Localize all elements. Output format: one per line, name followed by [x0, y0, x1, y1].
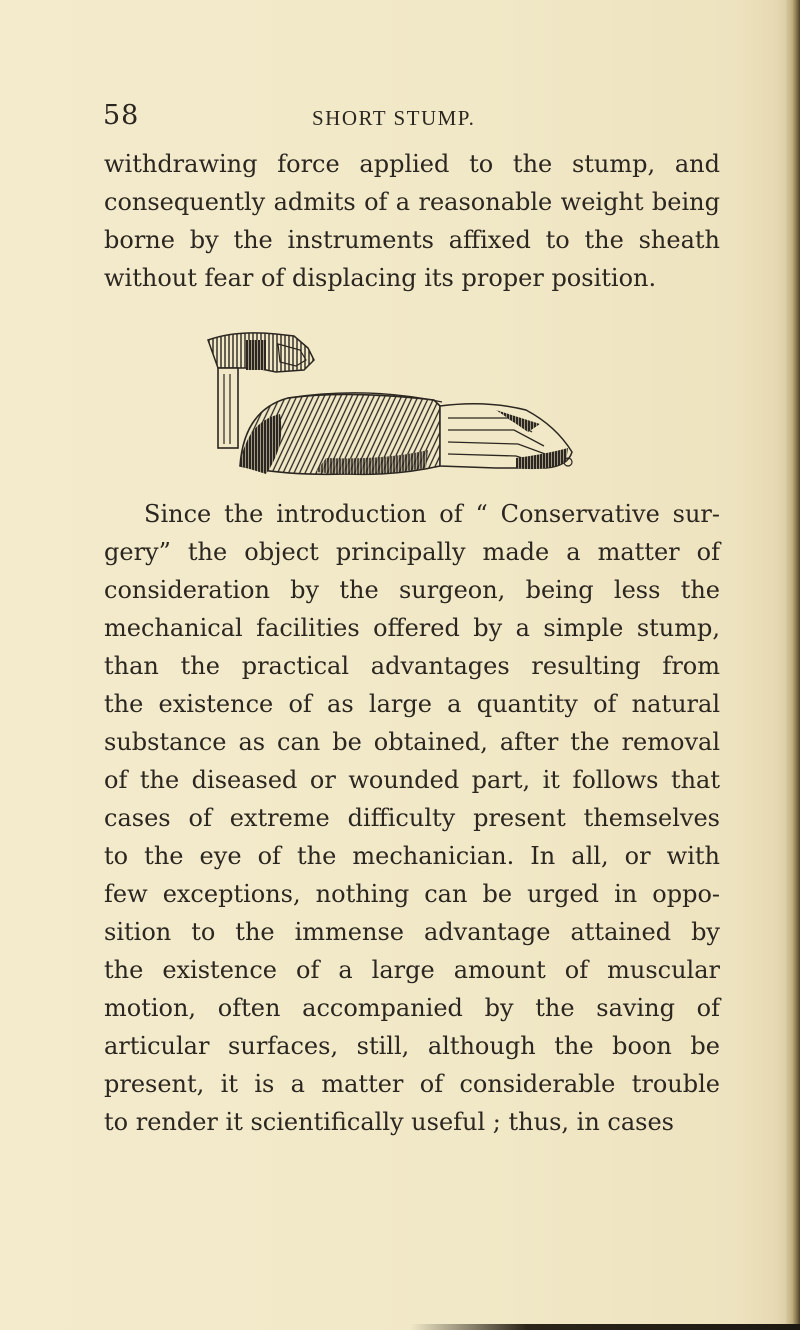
paragraph-1: [104, 145, 720, 297]
text-line: to render it scientifically useful ; thus, in cases: [104, 1108, 674, 1136]
page-number: 58: [103, 100, 140, 131]
text-line: substance as can be obtained, after the removal: [104, 728, 720, 756]
text-line: the existence of a large amount of muscular: [104, 956, 720, 984]
text-line: sition to the immense advantage attained by: [104, 918, 720, 946]
text-line: cases of extreme difficulty present themselves: [104, 804, 720, 832]
text-line: few exceptions, nothing can be urged in oppo-: [104, 880, 720, 908]
stump-sheath-illustration-icon: [196, 326, 580, 486]
text-line: consequently admits of a reasonable weight being: [104, 188, 720, 216]
text-line: motion, often accompanied by the saving of: [104, 994, 720, 1022]
page-edge-shadow: [786, 0, 800, 1330]
text-line: the existence of as large a quantity of natural: [104, 690, 720, 718]
text-line: present, it is a matter of considerable trouble: [104, 1070, 720, 1098]
text-line: consideration by the surgeon, being less the: [104, 576, 720, 604]
text-line: without fear of displacing its proper position.: [104, 264, 657, 292]
paragraph-2: [104, 495, 720, 1141]
text-line: to the eye of the mechanician. In all, or with: [104, 842, 720, 870]
text-line: withdrawing force applied to the stump, and: [104, 150, 720, 178]
text-line: gery” the object principally made a matter of: [104, 538, 720, 566]
running-head: SHORT STUMP.: [312, 106, 476, 130]
text-line: Since the introduction of “ Conservative sur-: [144, 500, 720, 528]
text-line: articular surfaces, still, although the boon be: [104, 1032, 720, 1060]
text-line: mechanical facilities offered by a simple stump,: [104, 614, 720, 642]
text-line: than the practical advantages resulting from: [104, 652, 720, 680]
text-line: of the diseased or wounded part, it follows that: [104, 766, 720, 794]
text-line: borne by the instruments affixed to the sheath: [104, 226, 720, 254]
page-bottom-shadow: [410, 1324, 800, 1330]
